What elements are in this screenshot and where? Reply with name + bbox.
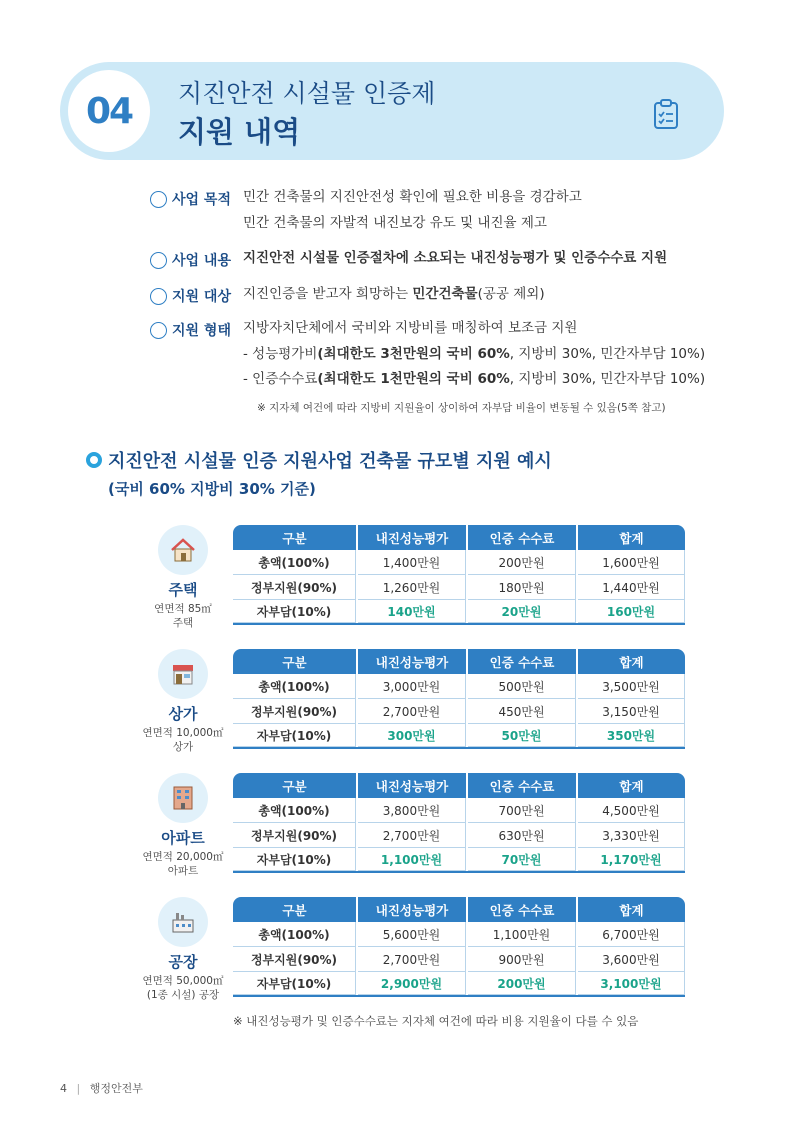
table-header-cell: 합계 xyxy=(578,525,685,550)
table-cell: 1,400만원 xyxy=(358,550,466,575)
table-cell: 350만원 xyxy=(578,724,685,747)
info-target-text: 지진인증을 받고자 희망하는 xyxy=(243,286,413,302)
table-header-cell: 내진성능평가 xyxy=(358,773,466,798)
building-name: 아파트 xyxy=(161,829,205,847)
building-area: 연면적 20,000㎡ xyxy=(142,851,224,863)
table-header-cell: 구분 xyxy=(233,897,356,922)
info-form-line1: 지방자치단체에서 국비와 지방비를 매칭하여 보조금 지원 xyxy=(243,320,578,336)
info-target-emphasis: 민간건축물 xyxy=(412,286,478,302)
table-cell: 1,100만원 xyxy=(468,922,576,947)
table-cell: 2,700만원 xyxy=(358,947,466,972)
document-icon xyxy=(150,322,167,339)
building-type: 주택 xyxy=(172,617,194,630)
footer-separator: | xyxy=(76,1082,81,1095)
info-target-suffix: (공공 제외) xyxy=(477,286,545,302)
table-row xyxy=(233,823,685,848)
page-footer xyxy=(60,1080,143,1096)
table-header-cell: 합계 xyxy=(578,897,685,922)
table-cell: 70만원 xyxy=(468,848,576,871)
table-header-cell: 구분 xyxy=(233,525,356,550)
info-purpose-line2: 민간 건축물의 자발적 내진보강 유도 및 내진율 제고 xyxy=(243,214,547,231)
building-name: 상가 xyxy=(168,705,198,723)
table-cell: 1,100만원 xyxy=(358,848,466,871)
building-type: 상가 xyxy=(172,741,194,754)
building-desc xyxy=(118,974,248,1002)
info-purpose-label: 사업 목적 xyxy=(172,192,231,208)
table-header-cell: 구분 xyxy=(233,649,356,674)
store-icon xyxy=(158,649,208,699)
building-type: 아파트 xyxy=(167,865,199,878)
support-table xyxy=(233,773,685,873)
section-subtitle: (국비 60% 지방비 30% 기준) xyxy=(108,480,316,498)
table-cell: 50만원 xyxy=(468,724,576,747)
info-form-label: 지원 형태 xyxy=(172,323,231,339)
table-row xyxy=(233,848,685,873)
table-cell: 300만원 xyxy=(358,724,466,747)
footer-org: 행정안전부 xyxy=(89,1082,143,1095)
building-name: 주택 xyxy=(168,581,198,599)
info-content-label: 사업 내용 xyxy=(172,253,231,269)
house-icon xyxy=(158,525,208,575)
row-label: 정부지원(90%) xyxy=(233,947,356,972)
apartment-icon xyxy=(158,773,208,823)
table-cell: 3,500만원 xyxy=(578,674,685,699)
search-icon xyxy=(150,191,167,208)
person-icon xyxy=(150,288,167,305)
row-label: 자부담(10%) xyxy=(233,724,356,747)
table-cell: 6,700만원 xyxy=(578,922,685,947)
info-form-line2: - 성능평가비(최대한도 3천만원의 국비 60%, 지방비 30%, 민간자부담 10%) xyxy=(243,345,706,362)
table-header-row xyxy=(233,525,685,550)
table-cell: 20만원 xyxy=(468,600,576,623)
table-cell: 3,150만원 xyxy=(578,699,685,724)
table-header-cell: 인증 수수료 xyxy=(468,897,576,922)
table-header-row xyxy=(233,649,685,674)
table-cell: 2,700만원 xyxy=(358,699,466,724)
row-label: 자부담(10%) xyxy=(233,848,356,871)
table-cell: 1,600만원 xyxy=(578,550,685,575)
table-row xyxy=(233,922,685,947)
table-header-cell: 인증 수수료 xyxy=(468,649,576,674)
table-cell: 140만원 xyxy=(358,600,466,623)
row-label: 총액(100%) xyxy=(233,674,356,699)
target-icon xyxy=(150,252,167,269)
info-form-line3: - 인증수수료(최대한도 1천만원의 국비 60%, 지방비 30%, 민간자부담 10%) xyxy=(243,371,706,388)
table-cell: 200만원 xyxy=(468,972,576,995)
table-row xyxy=(233,600,685,625)
table-header-row xyxy=(233,773,685,798)
table-header-row xyxy=(233,897,685,922)
table-header-cell: 내진성능평가 xyxy=(358,897,466,922)
table-cell: 1,440만원 xyxy=(578,575,685,600)
row-label: 자부담(10%) xyxy=(233,600,356,623)
table-row xyxy=(233,798,685,823)
table-cell: 3,800만원 xyxy=(358,798,466,823)
table-footnote: ※ 내진성능평가 및 인증수수료는 지자체 여건에 따라 비용 지원율이 다를 수 있음 xyxy=(233,1014,639,1028)
table-cell: 700만원 xyxy=(468,798,576,823)
row-label: 정부지원(90%) xyxy=(233,575,356,600)
building-area: 연면적 50,000㎡ xyxy=(142,975,224,987)
table-cell: 500만원 xyxy=(468,674,576,699)
factory-icon xyxy=(158,897,208,947)
page-number: 4 xyxy=(60,1082,67,1095)
table-cell: 160만원 xyxy=(578,600,685,623)
info-purpose-line1: 민간 건축물의 지진안전성 확인에 필요한 비용을 경감하고 xyxy=(243,189,582,205)
table-row xyxy=(233,972,685,997)
table-row xyxy=(233,724,685,749)
table-cell: 3,600만원 xyxy=(578,947,685,972)
table-cell: 900만원 xyxy=(468,947,576,972)
row-label: 총액(100%) xyxy=(233,550,356,575)
table-cell: 5,600만원 xyxy=(358,922,466,947)
table-row xyxy=(233,699,685,724)
table-header-cell: 인증 수수료 xyxy=(468,525,576,550)
building-desc xyxy=(118,602,248,630)
table-row xyxy=(233,674,685,699)
table-header-cell: 구분 xyxy=(233,773,356,798)
table-row xyxy=(233,947,685,972)
table-cell: 1,170만원 xyxy=(578,848,685,871)
table-cell: 2,700만원 xyxy=(358,823,466,848)
row-label: 정부지원(90%) xyxy=(233,699,356,724)
page-title-line2: 지원 내역 xyxy=(178,115,301,149)
building-type: (1종 시설) 공장 xyxy=(146,989,220,1002)
support-table xyxy=(233,525,685,625)
section-number: 04 xyxy=(85,90,133,132)
support-table xyxy=(233,897,685,997)
table-cell: 630만원 xyxy=(468,823,576,848)
section-bullet-icon xyxy=(86,452,102,468)
info-content-text: 지진안전 시설물 인증절차에 소요되는 내진성능평가 및 인증수수료 지원 xyxy=(243,250,668,266)
support-table xyxy=(233,649,685,749)
table-header-cell: 내진성능평가 xyxy=(358,649,466,674)
building-area: 연면적 10,000㎡ xyxy=(142,727,224,739)
table-header-cell: 합계 xyxy=(578,773,685,798)
section-title: 지진안전 시설물 인증 지원사업 건축물 규모별 지원 예시 xyxy=(108,451,552,472)
building-name: 공장 xyxy=(168,953,198,971)
table-header-cell: 합계 xyxy=(578,649,685,674)
page-title-line1: 지진안전 시설물 인증제 xyxy=(178,79,436,108)
table-row xyxy=(233,575,685,600)
table-row xyxy=(233,550,685,575)
info-target-label: 지원 대상 xyxy=(172,289,231,305)
clipboard-icon xyxy=(650,98,682,130)
table-cell: 200만원 xyxy=(468,550,576,575)
row-label: 총액(100%) xyxy=(233,922,356,947)
building-desc xyxy=(118,726,248,754)
table-cell: 180만원 xyxy=(468,575,576,600)
building-desc xyxy=(118,850,248,878)
section-number-badge xyxy=(68,70,150,152)
table-cell: 4,500만원 xyxy=(578,798,685,823)
row-label: 자부담(10%) xyxy=(233,972,356,995)
building-area: 연면적 85㎡ xyxy=(154,603,212,615)
table-header-cell: 내진성능평가 xyxy=(358,525,466,550)
row-label: 정부지원(90%) xyxy=(233,823,356,848)
table-header-cell: 인증 수수료 xyxy=(468,773,576,798)
row-label: 총액(100%) xyxy=(233,798,356,823)
table-cell: 1,260만원 xyxy=(358,575,466,600)
info-note: ※ 지자체 여건에 따라 지방비 지원율이 상이하여 자부담 비율이 변동될 수 있음(5쪽 참고) xyxy=(257,402,666,414)
table-cell: 450만원 xyxy=(468,699,576,724)
table-cell: 3,100만원 xyxy=(578,972,685,995)
table-cell: 2,900만원 xyxy=(358,972,466,995)
table-cell: 3,000만원 xyxy=(358,674,466,699)
table-cell: 3,330만원 xyxy=(578,823,685,848)
